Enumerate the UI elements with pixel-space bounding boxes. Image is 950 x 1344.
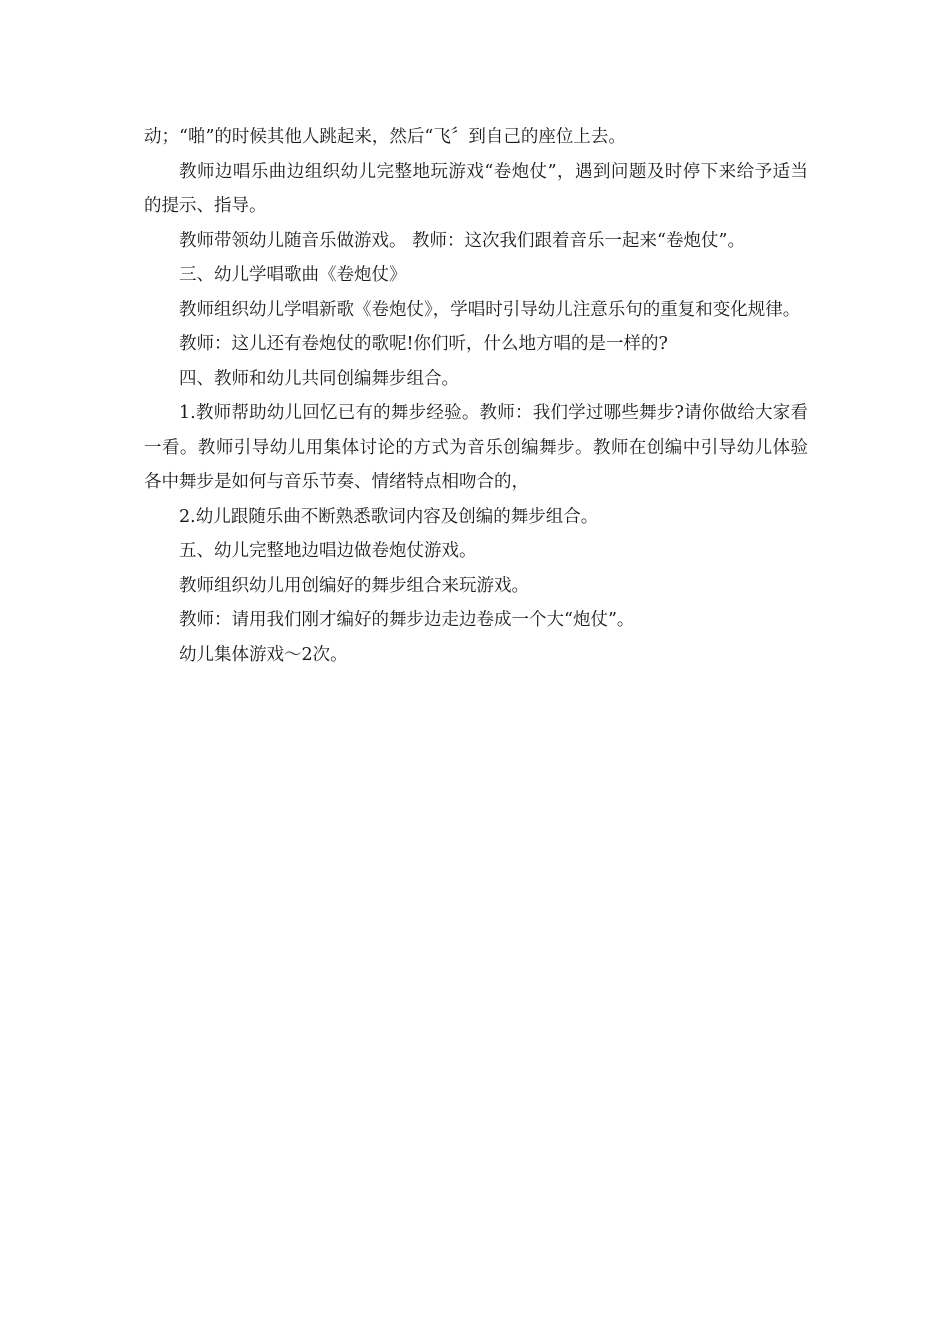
paragraph: 教师边唱乐曲边组织幼儿完整地玩游戏“卷炮仗”，遇到问题及时停下来给予适当的提示、指导。 [144, 161, 808, 216]
list-item: 1.教师帮助幼儿回忆已有的舞步经验。教师：我们学过哪些舞步?请你做给大家看一看。教师引导幼儿用集体讨论的方式为音乐创编舞步。教师在创编中引导幼儿体验各中舞步是如何与音乐节奏、情绪特点相吻合的， [144, 403, 808, 492]
paragraph: 教师组织幼儿用创编好的舞步组合来玩游戏。 [179, 575, 529, 596]
paragraph: 教师带领幼儿随音乐做游戏。 教师：这次我们跟着音乐一起来“卷炮仗”。 [179, 230, 745, 251]
section-heading: 四、教师和幼儿共同创编舞步组合。 [179, 368, 459, 389]
section-heading: 三、幼儿学唱歌曲《卷炮仗》 [179, 265, 407, 285]
section-heading: 五、幼儿完整地边唱边做卷炮仗游戏。 [179, 541, 477, 561]
paragraph-continuation: 动；“啪”的时候其他人跳起来，然后“飞〞到自己的座位上去。 [144, 127, 626, 147]
paragraph: 教师：请用我们刚才编好的舞步边走边卷成一个大“炮仗”。 [179, 610, 635, 630]
paragraph: 教师：这儿还有卷炮仗的歌呢!你们听，什么地方唱的是一样的? [179, 334, 668, 354]
document-body [144, 120, 808, 672]
paragraph: 教师组织幼儿学唱新歌《卷炮仗》，学唱时引导幼儿注意乐句的重复和变化规律。 [179, 299, 801, 320]
paragraph: 幼儿集体游戏～2次。 [179, 644, 348, 665]
list-item: 2.幼儿跟随乐曲不断熟悉歌词内容及创编的舞步组合。 [179, 506, 599, 527]
